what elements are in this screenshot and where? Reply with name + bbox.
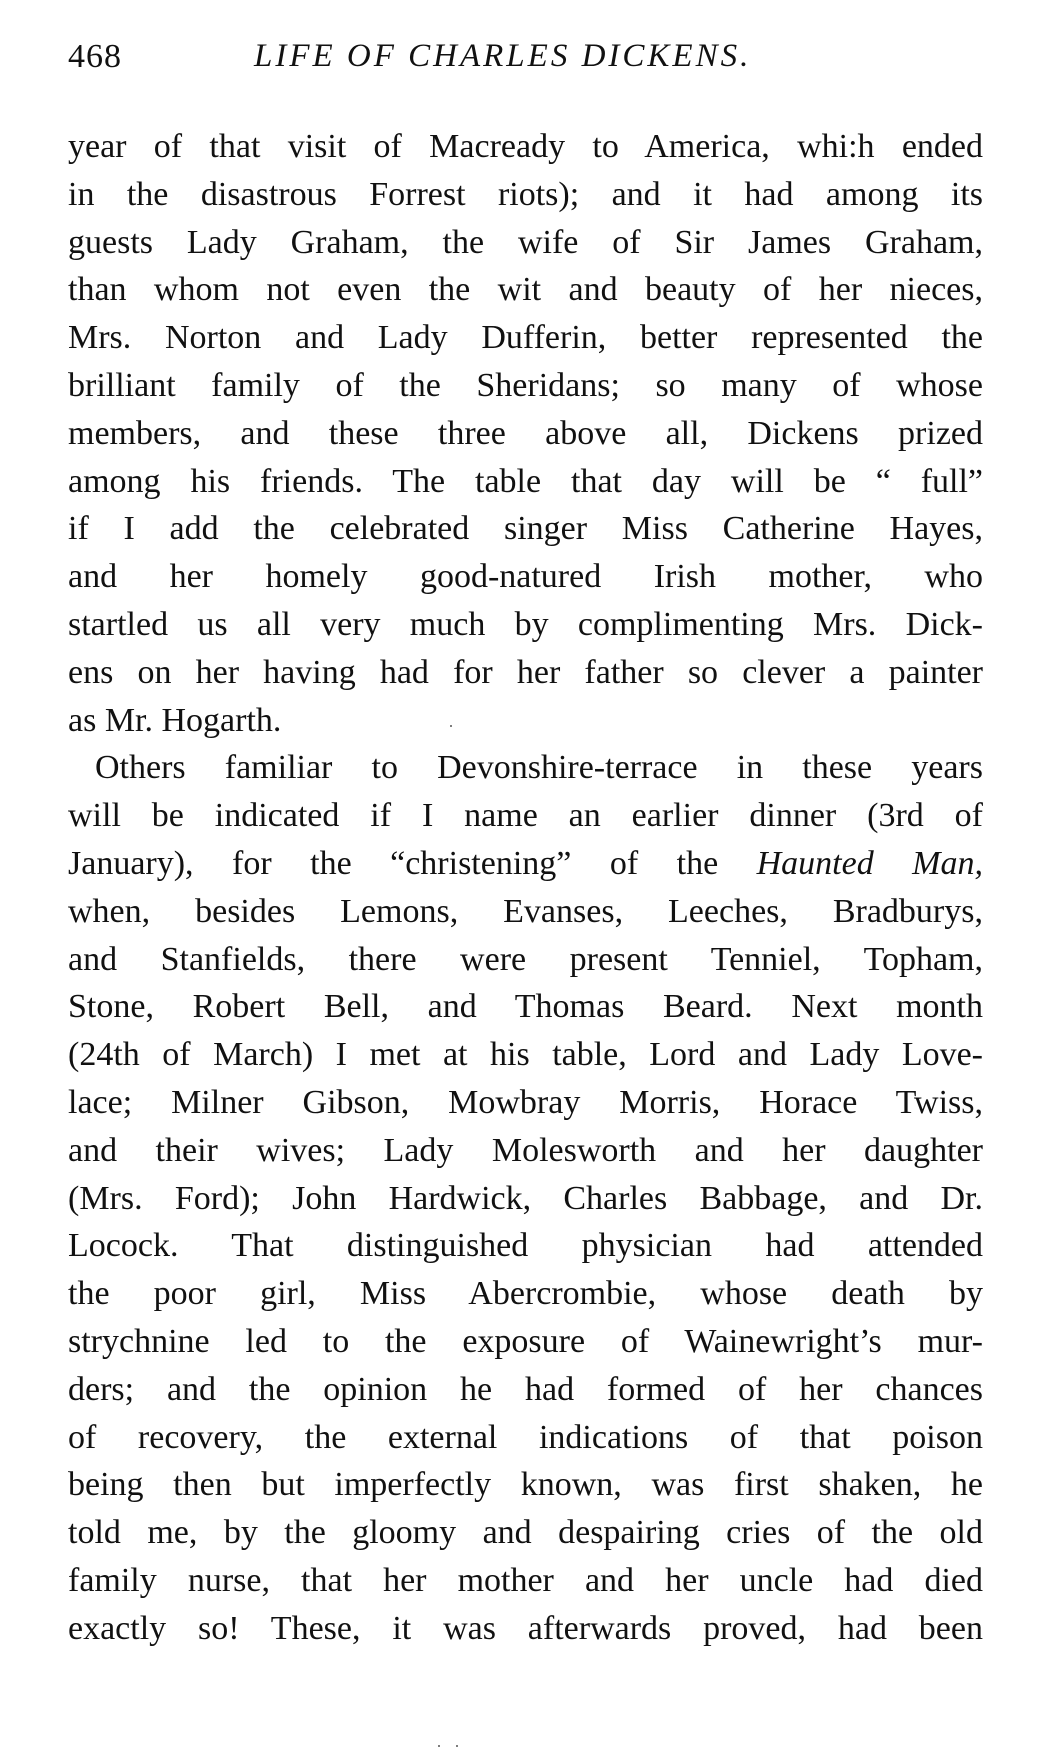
text-line-with-title	[68, 840, 983, 888]
paragraph-1	[68, 123, 983, 744]
text-line: exactly so! These, it was afterwards proved, had been	[68, 1609, 983, 1647]
text-line: (Mrs. Ford); John Hardwick, Charles Babbage, and Dr.	[68, 1179, 983, 1217]
text-line: when, besides Lemons, Evanses, Leeches, Bradburys,	[68, 892, 983, 930]
text-line: among his friends. The table that day will be “ full”	[68, 462, 983, 500]
book-title: Haunted Man,	[756, 844, 983, 882]
body-text	[68, 123, 983, 1653]
text-line: and their wives; Lady Molesworth and her daughter	[68, 1131, 983, 1169]
paragraph-2	[68, 744, 983, 1652]
text-fragment: January), for the “christening” of the	[68, 844, 757, 882]
text-line: members, and these three above all, Dickens prized	[68, 414, 983, 452]
text-line: in the disastrous Forrest riots); and it had among its	[68, 175, 983, 213]
page-header	[68, 38, 983, 88]
text-line: (24th of March) I met at his table, Lord and Lady Love-	[68, 1036, 983, 1074]
text-line: Mrs. Norton and Lady Dufferin, better represented the	[68, 319, 983, 357]
print-speck	[456, 1745, 458, 1747]
text-line: guests Lady Graham, the wife of Sir James Graham,	[68, 223, 983, 261]
text-line: brilliant family of the Sheridans; so many of whose	[68, 366, 983, 404]
text-line: startled us all very much by complimenting Mrs. Dick-	[68, 605, 983, 643]
print-speck	[450, 725, 452, 727]
text-line: ders; and the opinion he had formed of her chances	[68, 1370, 983, 1408]
text-line: will be indicated if I name an earlier dinner (3rd of	[68, 797, 983, 835]
text-line: Locock. That distinguished physician had attended	[68, 1227, 983, 1265]
print-speck	[438, 1745, 440, 1747]
text-line: as Mr. Hogarth.	[68, 701, 282, 739]
text-line: ens on her having had for her father so clever a painter	[68, 653, 983, 691]
text-line: lace; Milner Gibson, Mowbray Morris, Horace Twiss,	[68, 1083, 983, 1121]
running-title: LIFE OF CHARLES DICKENS.	[254, 38, 752, 74]
text-line: if I add the celebrated singer Miss Catherine Hayes,	[68, 510, 983, 548]
text-line: than whom not even the wit and beauty of her nieces,	[68, 271, 983, 309]
text-line: told me, by the gloomy and despairing cries of the old	[68, 1514, 983, 1552]
text-line: and Stanfields, there were present Tenniel, Topham,	[68, 940, 983, 978]
text-line: family nurse, that her mother and her uncle had died	[68, 1561, 983, 1599]
text-line: of recovery, the external indications of that poison	[68, 1418, 983, 1456]
text-line: strychnine led to the exposure of Wainewright’s mur-	[68, 1322, 983, 1360]
text-line: Stone, Robert Bell, and Thomas Beard. Next month	[68, 988, 983, 1026]
text-line: year of that visit of Macready to America, whi:h ended	[68, 128, 983, 165]
text-line: and her homely good-natured Irish mother, who	[68, 558, 983, 596]
text-line: the poor girl, Miss Abercrombie, whose death by	[68, 1275, 983, 1313]
text-line: being then but imperfectly known, was first shaken, he	[68, 1466, 983, 1504]
text-line: Others familiar to Devonshire-terrace in these years	[95, 749, 983, 787]
page-number: 468	[68, 38, 122, 75]
